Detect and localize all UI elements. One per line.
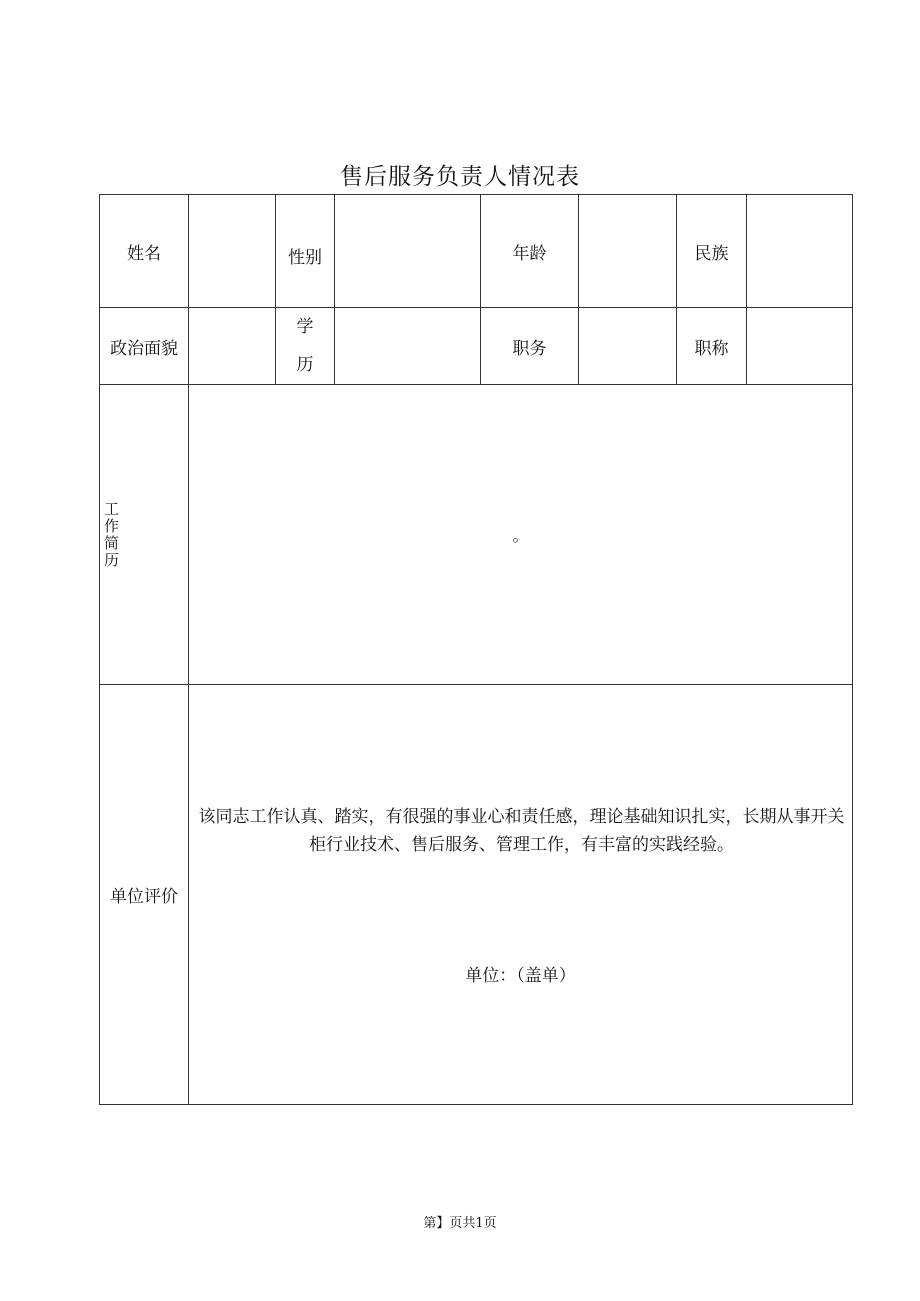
name-value-cell[interactable] <box>189 195 276 308</box>
page-footer: 第】页共1页 <box>423 1216 497 1231</box>
professional-title-value-cell[interactable] <box>747 308 853 385</box>
info-table <box>99 194 853 1105</box>
political-status-value-cell[interactable] <box>189 308 276 385</box>
unit-stamp-text: 单位：（盖单） <box>465 966 576 986</box>
work-history-content: 。 <box>512 526 529 545</box>
education-value-cell[interactable] <box>335 308 481 385</box>
education-label-char-1: 学 <box>296 317 314 337</box>
ethnicity-label: 民族 <box>677 195 747 308</box>
name-label: 姓名 <box>100 195 189 308</box>
work-history-content-cell[interactable] <box>189 385 853 685</box>
position-value-cell[interactable] <box>579 308 677 385</box>
work-history-label: 工作简历 <box>100 385 189 685</box>
evaluation-content-cell[interactable] <box>189 685 853 1105</box>
education-label <box>276 308 335 385</box>
evaluation-label: 单位评价 <box>100 685 189 1105</box>
education-label-char-2: 历 <box>296 355 314 375</box>
evaluation-text: 该同志工作认真、踏实，有很强的事业心和责任感，理论基础知识扎实，长期从事开关柜行业技术、售后服务、管理工作，有丰富的实践经验。 <box>198 807 845 855</box>
gender-label: 性别 <box>276 195 335 308</box>
age-value-cell[interactable] <box>579 195 677 308</box>
political-status-label: 政治面貌 <box>100 308 189 385</box>
ethnicity-value-cell[interactable] <box>747 195 853 308</box>
professional-title-label: 职称 <box>677 308 747 385</box>
age-label: 年龄 <box>481 195 579 308</box>
page-title: 售后服务负责人情况表 <box>340 164 580 190</box>
position-label: 职务 <box>481 308 579 385</box>
gender-value-cell[interactable] <box>335 195 481 308</box>
